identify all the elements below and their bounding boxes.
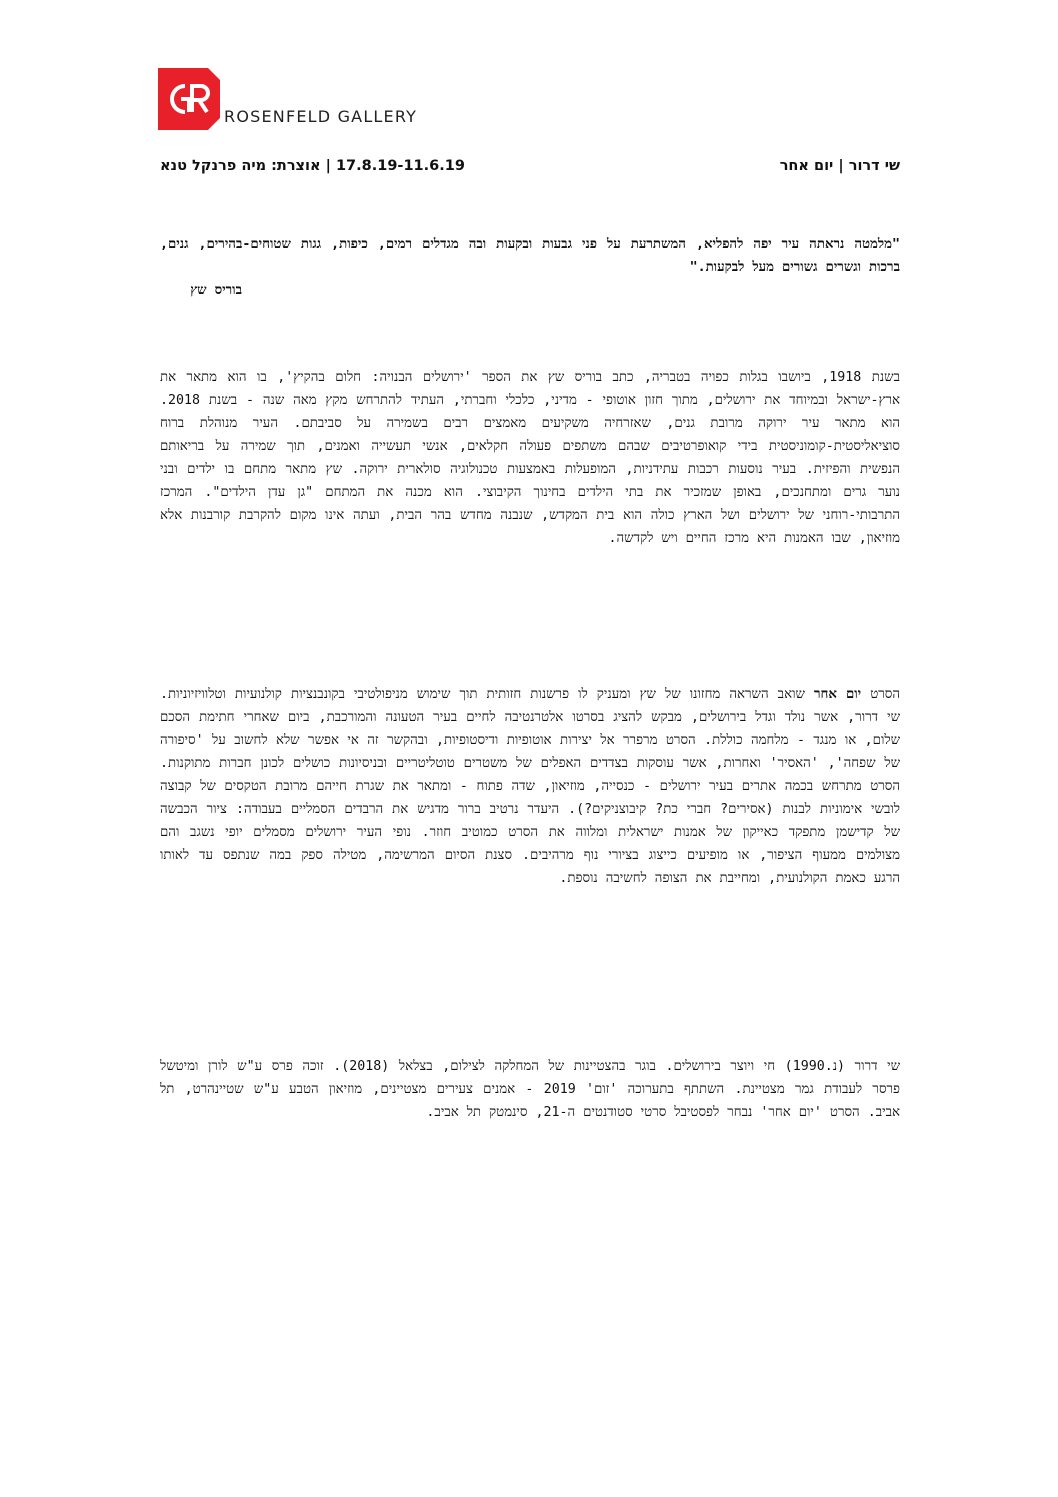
paragraph-3: שי דרור (נ.1990) חי ויוצר בירושלים. בוגר בהצטיינות של המחלקה לצילום, בצלאל (2018). זוכה פרס ע"ש לורן ומיטשל פרסר לעבודת גמר מצטיינת. השתתף בתערוכה 'זום' 2019 - אמנים צעירים מצטיינים, מוזיאון הטבע ע"ש שטיינהרט, תל אביב. הסרט 'יום אחר' נבחר לפסטיבל סרטי סטודנטים ה-21, סינמטק תל אביב. xyxy=(160,1059,901,1120)
paragraph-artist-bio xyxy=(160,1055,900,1124)
film-title: יום אחר xyxy=(813,687,862,702)
quote-author: בוריס שץ xyxy=(190,283,242,298)
paragraph-2-prefix: הסרט xyxy=(861,687,901,702)
paragraph-background xyxy=(160,366,900,550)
paragraph-1: בשנת 1918, ביושבו בגלות כפויה בטבריה, כתב בוריס שץ את הספר 'ירושלים הבנויה: חלום בהקיץ', בו הוא מתאר את ארץ-ישראל ובמיוחד את ירושלים, מתוך חזון אוטופי - מדיני, כלכלי וחברתי, העתיד להתרחש מקץ מאה שנה - בשנת 2018. הוא מתאר עיר ירוקה מרובת גנים, שאזרחיה משקיעים מאמצים רבים בשמירה על סביבתם. העיר מנוהלת ברוח סוציאליסטית-קומוניסטית בידי קואופרטיבים שבהם משתפים פעולה חקלאים, אנשי תעשייה ואמנים, תוך שמירה על בריאותם הנפשית והפיזית. בעיר נוסעות רכבות עתידניות, המופעלות באמצעות טכנולוגיה סולארית ירוקה. שץ מתאר מתחם בו ילדים ובני נוער גרים ומתחנכים, באופן שמזכיר את בתי הילדים בחינוך הקיבוצי. הוא מכנה את המתחם "גן עדן הילדים". המרכז התרבותי-רוחני של ירושלים ושל הארץ כולה הוא בית המקדש, שנבנה מחדש בהר הבית, ועתה אינו מקום להקרבת קורבנות אלא מוזיאון, שבו האמנות היא מרכז החיים ויש לקדשה. xyxy=(160,370,900,546)
exhibition-info: 17.8.19-11.6.19 | אוצרת: מיה פרנקל טנא xyxy=(160,158,465,174)
gallery-logo-mark-icon xyxy=(158,68,220,130)
paragraph-2 xyxy=(160,683,900,890)
gallery-logo xyxy=(158,68,417,130)
gallery-name: ROSENFELD GALLERY xyxy=(224,107,418,126)
exhibition-header xyxy=(160,158,900,174)
paragraph-film xyxy=(160,683,900,890)
opening-quote xyxy=(160,233,900,302)
paragraph-2-body: שואב השראה מחזונו של שץ ומעניק לו פרשנות חזותית תוך שימוש מניפולטיבי בקונבנציות קולנועיות וטלוויזיוניות. שי דרור, אשר נולד וגדל בירושלים, מבקש להציג בסרטו אלטרנטיבה לחיים בעיר הטעונה והמורכבת, ביום שאחרי חתימת הסכם שלום, או מנגד - מלחמה כוללת. הסרט מרפרר אל יצירות אוטופיות ודיסטופיות, ובהקשר זה אי אפשר שלא לחשוב על 'סיפורה של שפחה', 'האסיר' ואחרות, אשר עוסקות בצדדים האפלים של משטרים טוטליטריים ובניסיונות כושלים לכונן חברות מתוקנות. הסרט מתרחש בכמה אתרים בעיר ירושלים - כנסייה, מוזיאון, שדה פתוח - ומתאר את שגרת חייהם מרובת הטקסים של קבוצה לובשי אימוניות לבנות (אסירים? חברי כת? קיבוצניקים?). היעדר נרטיב ברור מדגיש את הרבדים הסמליים בעבודה: ציור הכבשה של קדישמן מתפקד כאייקון של אמנות ישראלית ומלווה את הסרט כמוטיב חוזר. נופי העיר ירושלים מסמלים יופי נשגב והם מצולמים ממעוף הציפור, או מופיעים כייצוג בציורי נוף מרהיבים. סצנת הסיום המרשימה, מטילה ספק במה שנתפס עד לאותו הרגע כאמת הקולנועית, ומחייבת את הצופה לחשיבה נוספת. xyxy=(160,687,900,886)
quote-text: "מלמטה נראתה עיר יפה להפליא, המשתרעת על פני גבעות ובקעות ובה מגדלים רמים, כיפות, גגות שטוחים-בהירים, גנים, ברכות וגשרים גשורים מעל לבקעות." xyxy=(160,237,900,275)
exhibition-title: שי דרור | יום אחר xyxy=(779,158,900,174)
